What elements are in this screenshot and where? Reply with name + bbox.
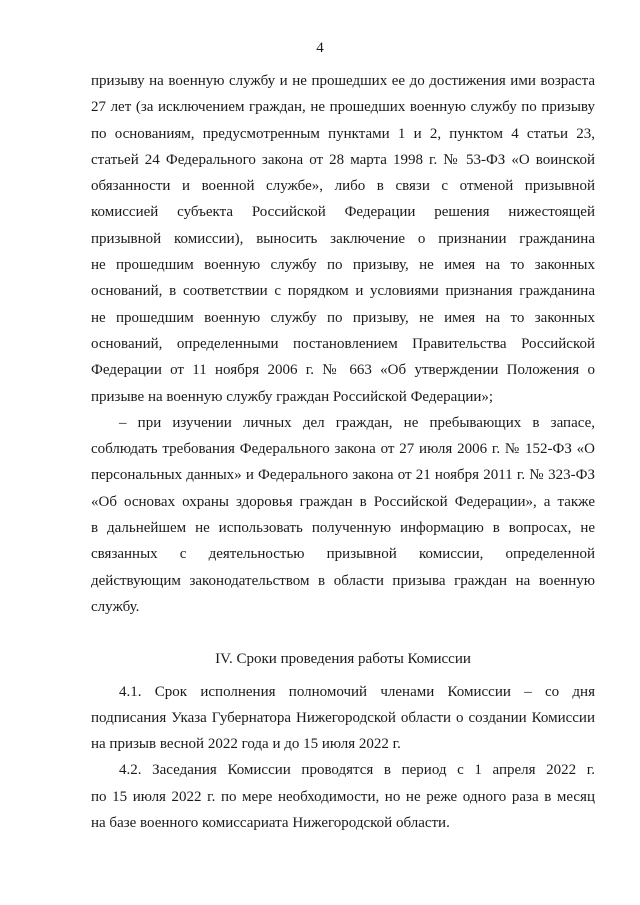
paragraph-continuation xyxy=(91,72,595,414)
text-line: персональных данных» и Федерального закона от 21 ноября 2011 г. № 323-ФЗ xyxy=(91,467,595,484)
text-line: призывной комиссии), выносить заключение о признании гражданина xyxy=(91,230,595,247)
text-line: обязанности и военной службе», либо в связи с отменой призывной xyxy=(91,178,595,195)
text-line: службу. xyxy=(91,598,140,615)
text-line: оснований, в соответствии с порядком и условиями признания гражданина xyxy=(91,283,595,300)
paragraph-personal-data xyxy=(91,414,595,624)
text-line: призыве на военную службу граждан Российской Федерации»; xyxy=(91,388,494,405)
text-line: на базе военного комиссариата Нижегородской области. xyxy=(91,815,450,832)
section-heading: IV. Сроки проведения работы Комиссии xyxy=(215,651,471,668)
text-line: по 15 июля 2022 г. по мере необходимости, но не реже одного раза в месяц xyxy=(91,788,595,805)
page-number: 4 xyxy=(316,40,324,56)
text-line: не прошедшим военную службу по призыву, не имея на то законных xyxy=(91,309,595,326)
paragraph-4-1 xyxy=(91,683,595,762)
text-line: статьей 24 Федерального закона от 28 марта 1998 г. № 53-ФЗ «О воинской xyxy=(91,151,595,168)
text-line: Федерации от 11 ноября 2006 г. № 663 «Об утверждении Положения о xyxy=(91,362,595,379)
paragraph-4-2 xyxy=(91,761,595,840)
text-line: действующим законодательством в области призыва граждан на военную xyxy=(91,572,595,589)
text-line: – при изучении личных дел граждан, не пребывающих в запасе, xyxy=(119,414,595,431)
text-line: по основаниям, предусмотренным пунктами 1 и 2, пунктом 4 статьи 23, xyxy=(91,125,595,142)
text-line: не прошедшим военную службу по призыву, не имея на то законных xyxy=(91,257,595,274)
text-line: соблюдать требования Федерального закона от 27 июля 2006 г. № 152-ФЗ «О xyxy=(91,441,595,458)
text-line: 27 лет (за исключением граждан, не прошедших военную службу по призыву xyxy=(91,99,595,116)
document-body xyxy=(91,72,595,840)
text-line: комиссией субъекта Российской Федерации решения нижестоящей xyxy=(91,204,595,221)
text-line: «Об основах охраны здоровья граждан в Российской Федерации», а также xyxy=(91,493,595,510)
text-line: призыву на военную службу и не прошедших ее до достижения ими возраста xyxy=(91,73,595,89)
text-line: 4.2. Заседания Комиссии проводятся в период с 1 апреля 2022 г. xyxy=(119,762,595,779)
text-line: 4.1. Срок исполнения полномочий членами Комиссии – со дня xyxy=(119,683,595,700)
text-line: в дальнейшем не использовать полученную информацию в вопросах, не xyxy=(91,520,595,537)
text-line: подписания Указа Губернатора Нижегородской области о создании Комиссии xyxy=(91,709,595,726)
text-line: на призыв весной 2022 года и до 15 июля 2022 г. xyxy=(91,736,401,753)
text-line: связанных с деятельностью призывной комиссии, определенной xyxy=(91,546,595,563)
section-spacer xyxy=(91,624,595,650)
text-line: оснований, определенными постановлением Правительства Российской xyxy=(91,335,595,352)
